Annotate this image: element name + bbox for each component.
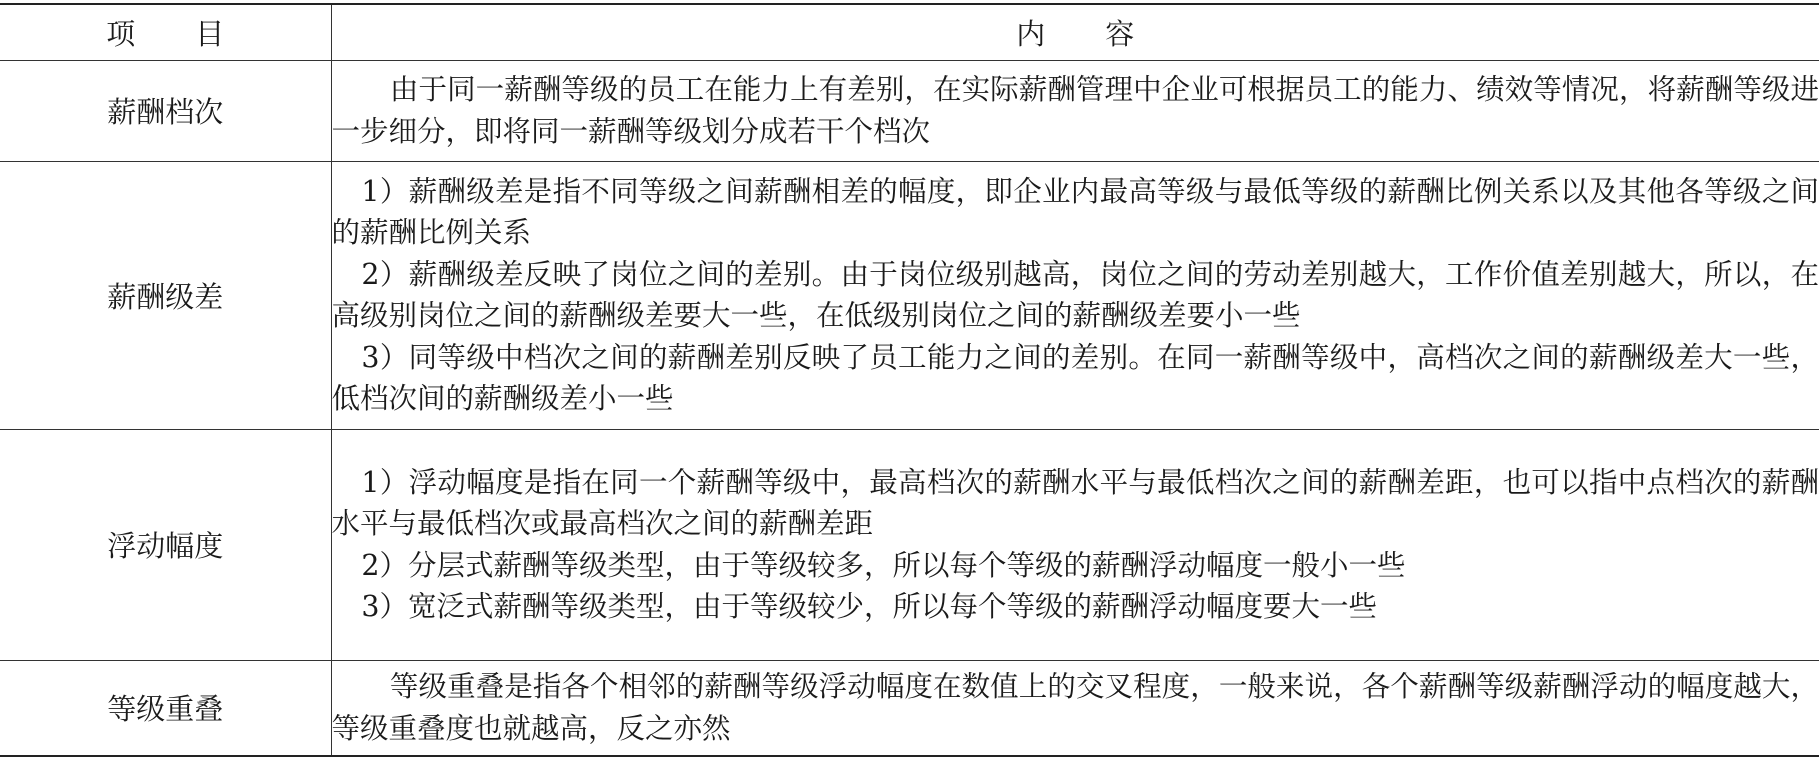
content-paragraph: 2）薪酬级差反映了岗位之间的差别。由于岗位级别越高，岗位之间的劳动差别越大，工作价值差别越大，所以，在高级别岗位之间的薪酬级差要大一些，在低级别岗位之间的薪酬级差要小一些: [331, 257, 1819, 332]
header-content-column: [331, 4, 1819, 60]
header-content-char-2: 容: [1105, 16, 1135, 51]
table-row: [0, 60, 1819, 161]
header-item-column: [0, 4, 331, 60]
content-paragraph: 1）浮动幅度是指在同一个薪酬等级中，最高档次的薪酬水平与最低档次之间的薪酬差距，也可以指中点档次的薪酬水平与最低档次或最高档次之间的薪酬差距: [331, 465, 1819, 540]
table-row: [0, 660, 1819, 756]
table-header-row: [0, 4, 1819, 60]
row-item-label: 薪酬档次: [0, 60, 331, 161]
content-paragraph: 3）同等级中档次之间的薪酬差别反映了员工能力之间的差别。在同一薪酬等级中，高档次之间的薪酬级差大一些，低档次间的薪酬级差小一些: [331, 340, 1819, 415]
row-item-label: 浮动幅度: [0, 429, 331, 660]
row-content-cell: [331, 429, 1819, 660]
table-row: [0, 161, 1819, 429]
header-content-char-1: 内: [1016, 16, 1046, 51]
row-content-cell: [331, 161, 1819, 429]
content-paragraph: 等级重叠是指各个相邻的薪酬等级浮动幅度在数值上的交叉程度，一般来说，各个薪酬等级薪酬浮动的幅度越大，等级重叠度也就越高，反之亦然: [331, 670, 1819, 745]
content-paragraph: 由于同一薪酬等级的员工在能力上有差别，在实际薪酬管理中企业可根据员工的能力、绩效等情况，将薪酬等级进一步细分，即将同一薪酬等级划分成若干个档次: [331, 73, 1819, 148]
content-paragraph: 1）薪酬级差是指不同等级之间薪酬相差的幅度，即企业内最高等级与最低等级的薪酬比例关系以及其他各等级之间的薪酬比例关系: [331, 174, 1819, 249]
content-paragraph: 3）宽泛式薪酬等级类型，由于等级较少，所以每个等级的薪酬浮动幅度要大一些: [361, 590, 1378, 623]
row-content-cell: [331, 60, 1819, 161]
row-content-cell: [331, 660, 1819, 756]
row-item-label: 薪酬级差: [0, 161, 331, 429]
salary-structure-table: [0, 3, 1819, 757]
header-item-char-1: 项: [106, 16, 136, 51]
table-row: [0, 429, 1819, 660]
header-item-char-2: 目: [195, 16, 225, 51]
row-item-label: 等级重叠: [0, 660, 331, 756]
content-paragraph: 2）分层式薪酬等级类型，由于等级较多，所以每个等级的薪酬浮动幅度一般小一些: [361, 548, 1406, 582]
